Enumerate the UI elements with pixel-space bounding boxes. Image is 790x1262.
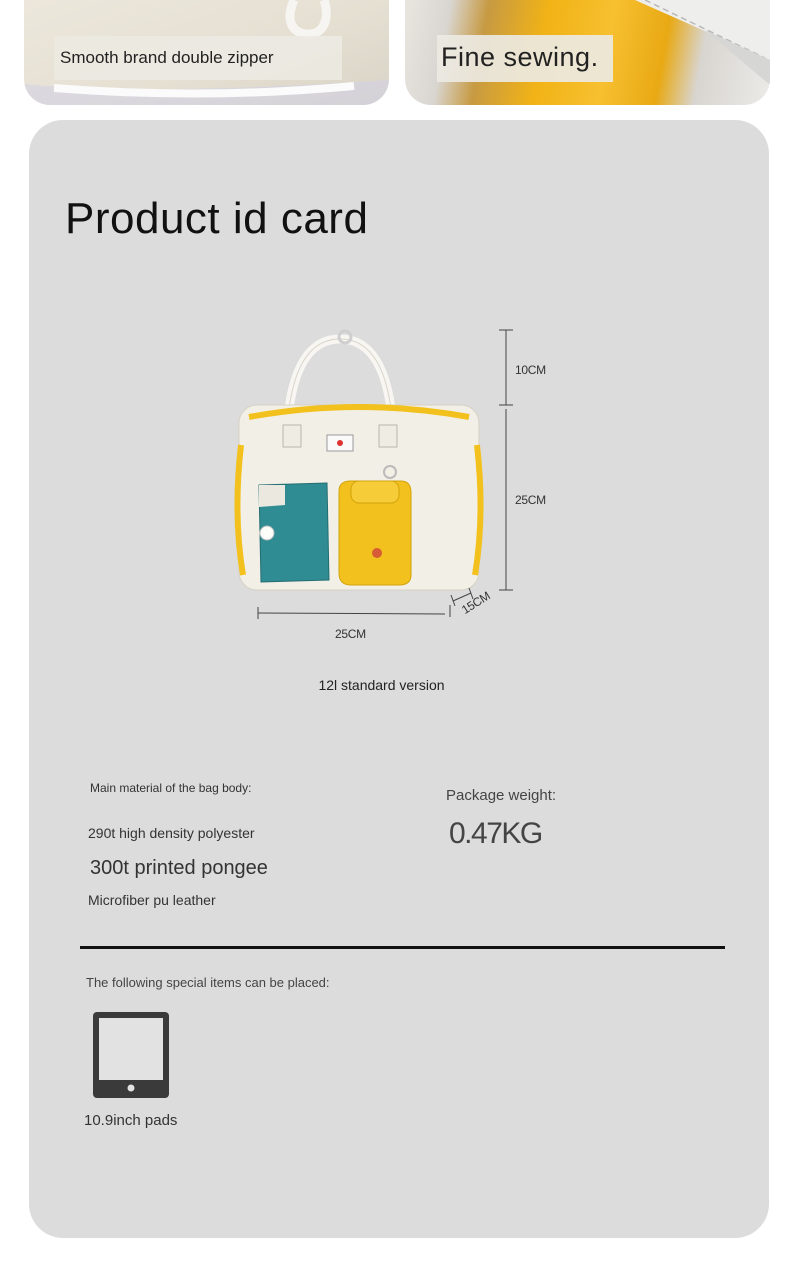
tablet-icon bbox=[91, 1010, 171, 1100]
bag-width-label: 25CM bbox=[335, 627, 366, 641]
material-label: Main material of the bag body: bbox=[90, 781, 252, 795]
zipper-caption: Smooth brand double zipper bbox=[54, 36, 342, 80]
bag-depth-label: 15CM bbox=[459, 588, 493, 617]
card-title: Product id card bbox=[65, 194, 369, 243]
material-item: 290t high density polyester bbox=[88, 825, 255, 841]
product-id-card bbox=[29, 120, 769, 1238]
version-label: 12l standard version bbox=[318, 677, 445, 693]
sewing-caption: Fine sewing. bbox=[437, 35, 613, 82]
bag-height-label: 25CM bbox=[515, 493, 546, 507]
package-weight-label: Package weight: bbox=[446, 787, 557, 804]
package-weight-value: 0.47KG bbox=[449, 817, 542, 850]
material-item: Microfiber pu leather bbox=[88, 892, 216, 908]
special-items-label: The following special items can be placed: bbox=[86, 975, 330, 990]
tablet-label: 10.9inch pads bbox=[84, 1112, 178, 1129]
divider bbox=[80, 946, 725, 949]
bag-dimension-figure bbox=[219, 325, 559, 655]
sewing-photo bbox=[405, 0, 770, 105]
material-item: 300t printed pongee bbox=[90, 857, 268, 879]
bag-illustration bbox=[237, 331, 480, 590]
zipper-photo bbox=[24, 0, 389, 105]
handle-height-label: 10CM bbox=[515, 363, 546, 377]
